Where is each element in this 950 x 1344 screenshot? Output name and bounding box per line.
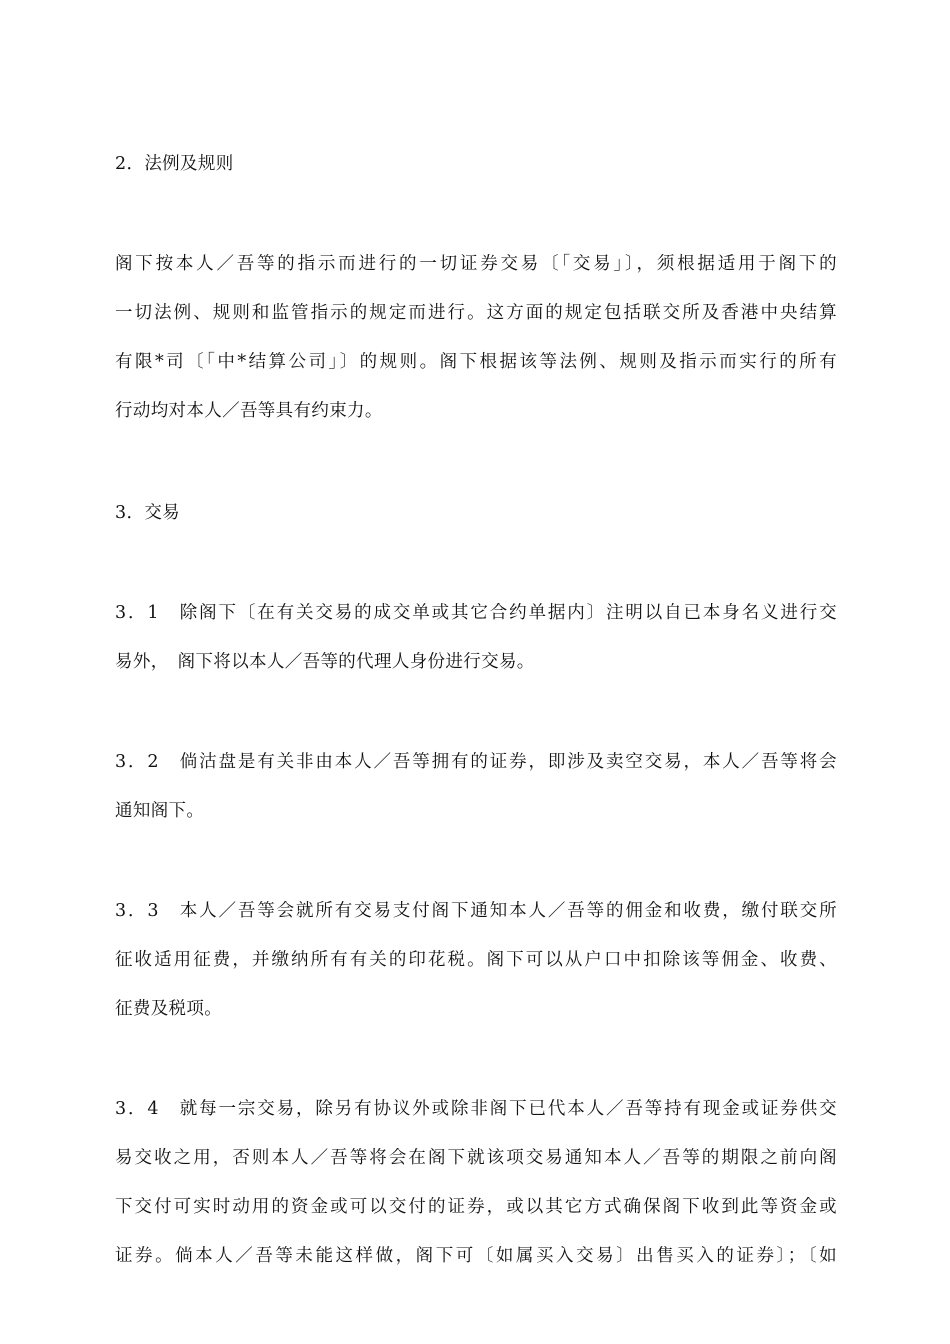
clause-3-4-line-1: 3．4 就每一宗交易，除另有协议外或除非阁下已代本人／吾等持有现金或证券供交 xyxy=(115,1099,837,1119)
section-2-line-3: 有限*司〔「中*结算公司」〕的规则。阁下根据该等法例、规则及指示而实行的所有 xyxy=(115,352,837,372)
clause-3-1-line-1: 3．1 除阁下〔在有关交易的成交单或其它合约单据内〕注明以自已本身名义进行交 xyxy=(115,603,837,623)
section-2-line-1: 阁下按本人／吾等的指示而进行的一切证券交易〔「交易」〕，须根据适用于阁下的 xyxy=(115,254,837,274)
clause-3-3-line-3: 征费及税项。 xyxy=(115,999,223,1019)
section-2-heading: 2．法例及规则 xyxy=(115,154,234,174)
clause-3-2-line-1: 3．2 倘沽盘是有关非由本人／吾等拥有的证券，即涉及卖空交易，本人／吾等将会 xyxy=(115,752,837,772)
section-2-line-2: 一切法例、规则和监管指示的规定而进行。这方面的规定包括联交所及香港中央结算 xyxy=(115,303,837,323)
clause-3-3-line-1: 3．3 本人／吾等会就所有交易支付阁下通知本人／吾等的佣金和收费，缴付联交所 xyxy=(115,901,837,921)
clause-3-3-line-2: 征收适用征费，并缴纳所有有关的印花税。阁下可以从户口中扣除该等佣金、收费、 xyxy=(115,950,837,970)
clause-3-4-line-4: 证券。倘本人／吾等未能这样做，阁下可〔如属买入交易〕出售买入的证券〕；〔如 xyxy=(115,1246,837,1266)
section-3-heading: 3．交易 xyxy=(115,503,181,523)
clause-3-1-line-2: 易外， 阁下将以本人／吾等的代理人身份进行交易。 xyxy=(115,652,535,672)
clause-3-4-line-3: 下交付可实时动用的资金或可以交付的证券，或以其它方式确保阁下收到此等资金或 xyxy=(115,1197,837,1217)
clause-3-2-line-2: 通知阁下。 xyxy=(115,801,205,821)
section-2-line-4: 行动均对本人／吾等具有约束力。 xyxy=(115,401,383,421)
clause-3-4-line-2: 易交收之用，否则本人／吾等将会在阁下就该项交易通知本人／吾等的期限之前向阁 xyxy=(115,1148,837,1168)
